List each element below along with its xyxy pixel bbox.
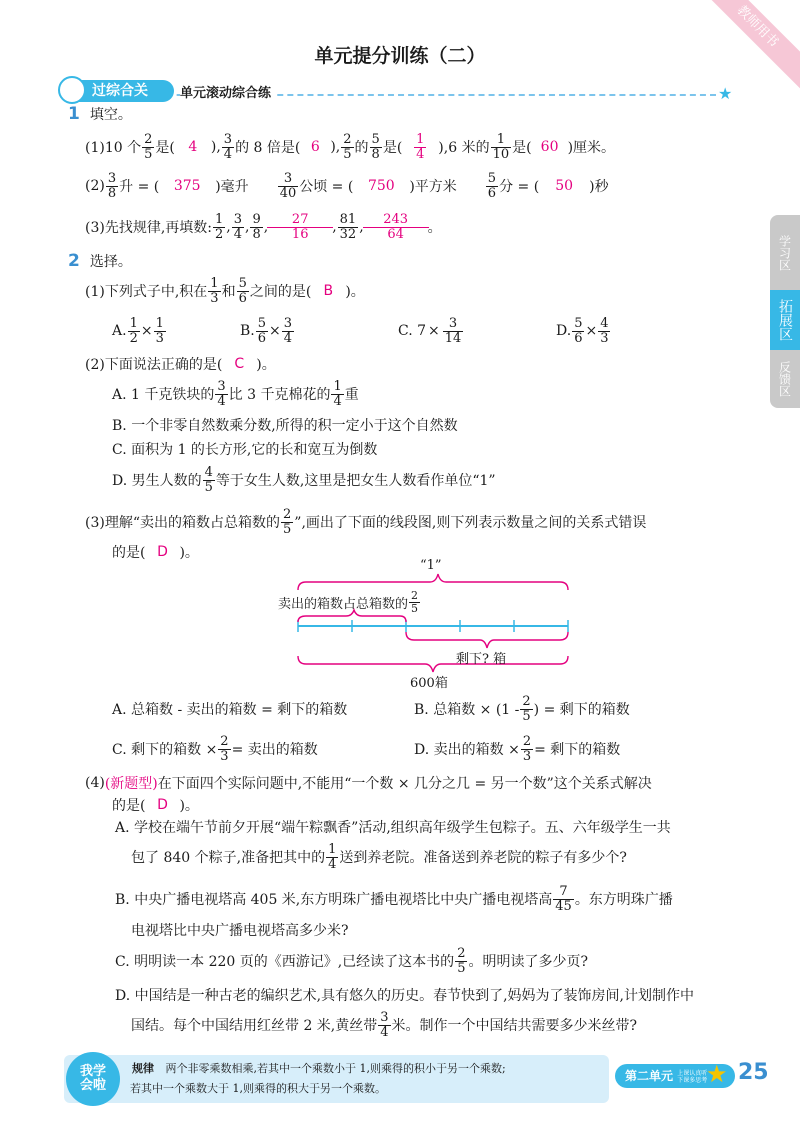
diagram-top-label: “1” — [420, 558, 442, 573]
question-label: 选择。 — [89, 254, 132, 270]
option-d[interactable]: D. $\frac{5}{6}$ × $\frac{4}{3}$ — [556, 315, 609, 346]
option-a[interactable]: A. 1 千克铁块的 $\frac{3}{4}$ 比 3 千克棉花的 $\frac{1}{4}$ 重 — [112, 378, 359, 409]
option-b[interactable]: B. 总箱数 × (1 - $\frac{2}{5}$ ) = 剩下的箱数 — [414, 693, 630, 724]
q2-sub3-options-ab — [112, 690, 630, 728]
answer-blank[interactable]: C — [234, 356, 245, 372]
option-b-line1[interactable]: B. 中央广播电视塔高 405 米,东方明珠广播电视塔比中央广播电视塔高 $\frac{7}{45}$ 。东方明珠广播 — [115, 883, 673, 914]
side-tab-study[interactable] — [770, 215, 800, 290]
answer-blank[interactable]: D — [157, 544, 168, 560]
q1-part2: (2) $\frac{3}{8}$ 升 = ( 375 )毫升 $\frac{3}{40}$ 公顷 = ( 750 )平方米 $\frac{5}{6}$ 分 = ( 50 )秒 — [85, 170, 609, 201]
answer-blank[interactable]: $\frac{243}{64}$ — [365, 213, 427, 241]
diagram-sold-label: 卖出的箱数占总箱数的 $\frac{2}{5}$ — [278, 589, 419, 615]
side-tab-feedback[interactable] — [770, 350, 800, 408]
question-number: 1 — [68, 104, 80, 124]
answer-blank[interactable]: 50 — [555, 178, 574, 194]
option-b[interactable]: B. 一个非零自然数乘分数,所得的积一定小于这个自然数 — [112, 418, 458, 434]
q2-sub4-line2: 的是( D )。 — [112, 797, 199, 814]
option-c[interactable]: C. 明明读一本 220 页的《西游记》,已经读了这本书的 $\frac{2}{5}$ 。明明读了多少页? — [115, 945, 588, 976]
option-c[interactable]: C. 7 × $\frac{3}{14}$ — [398, 315, 462, 346]
section-badge-text: 过综合关 — [92, 83, 148, 99]
footer-rule: 规律 两个非零乘数相乘,若其中一个乘数小于 1,则乘得的积小于另一个乘数; — [132, 1062, 506, 1075]
option-b-line2[interactable]: 电视塔比中央广播电视塔高多少米? — [131, 923, 349, 939]
option-d-line2[interactable]: 国结。每个中国结用红丝带 2 米,黄丝带 $\frac{3}{4}$ 米。制作一个中国结共需要多少米丝带? — [131, 1009, 638, 1040]
medal-icon — [58, 76, 86, 104]
answer-blank[interactable]: $\frac{1}{4}$ — [416, 131, 425, 162]
footer-bar — [0, 1050, 800, 1123]
answer-blank[interactable]: 60 — [540, 139, 559, 155]
question-1-header — [68, 103, 132, 125]
option-b[interactable]: B. $\frac{5}{6}$ × $\frac{3}{4}$ — [240, 315, 293, 346]
q2-sub2: (2)下面说法正确的是( C )。 — [85, 356, 276, 373]
section-subtitle: 单元滚动综合练 — [180, 82, 277, 101]
q1-part3: (3)先找规律,再填数: $\frac{1}{2}$ , $\frac{3}{4}$ , $\frac{9}{8}$ , $\frac{27}{16}$ , $\frac{81}{32}$ , $\frac{243}{64}$ 。 — [85, 211, 442, 242]
answer-blank[interactable]: D — [157, 797, 168, 813]
q2-sub1: (1)下列式子中,积在 $\frac{1}{3}$ 和 $\frac{5}{6}$ 之间的是( B )。 — [85, 275, 365, 306]
q2-sub3-line2: 的是( D )。 — [112, 544, 199, 561]
answer-blank[interactable]: B — [323, 283, 334, 299]
q2-sub3-options-cd — [112, 730, 620, 768]
option-a[interactable]: A. 总箱数 - 卖出的箱数 = 剩下的箱数 — [112, 702, 348, 718]
q2-sub3: (3)理解“卖出的箱数占总箱数的 $\frac{2}{5}$ ”,画出了下面的线段图,则下列表示数量之间的关系式错误 — [85, 506, 647, 537]
page-title: 单元提分训练（二） — [314, 45, 486, 67]
question-label: 填空。 — [89, 107, 132, 123]
side-tab-expand-label: 拓展区 — [777, 299, 793, 341]
q2-sub1-options — [112, 312, 611, 350]
footer-badge — [66, 1052, 120, 1106]
diagram-total-label: 600箱 — [410, 676, 448, 691]
answer-blank[interactable]: 375 — [173, 178, 201, 194]
footer-badge-text: 我学会啦 — [79, 1063, 106, 1093]
option-d[interactable]: D. 卖出的箱数 × $\frac{2}{3}$ = 剩下的箱数 — [414, 733, 621, 764]
question-2-header — [68, 250, 132, 272]
star-icon: ★ — [718, 84, 733, 103]
option-c[interactable]: C. 剩下的箱数 × $\frac{2}{3}$ = 卖出的箱数 — [112, 733, 318, 764]
side-tab-study-label: 学习区 — [777, 234, 792, 271]
answer-blank[interactable]: 6 — [310, 139, 320, 155]
diagram-remain-label: 剩下? 箱 — [456, 652, 507, 667]
footer-rule-line2: 若其中一个乘数大于 1,则乘得的积大于另一个乘数。 — [130, 1082, 386, 1095]
option-c[interactable]: C. 面积为 1 的长方形,它的长和宽互为倒数 — [112, 442, 378, 458]
remain-brace — [406, 632, 568, 648]
option-d-line1[interactable]: D. 中国结是一种古老的编织艺术,具有悠久的历史。春节快到了,妈妈为了装饰房间,计划制作中 — [115, 988, 694, 1004]
section-header — [62, 80, 734, 104]
segment-diagram — [270, 558, 580, 691]
answer-blank[interactable]: 750 — [367, 178, 395, 194]
total-brace — [298, 656, 568, 672]
star-mascot-icon: ★ — [706, 1060, 728, 1088]
side-tab-feedback-label: 反馈区 — [777, 361, 792, 397]
rule-label: 规律 — [132, 1062, 154, 1075]
answer-blank[interactable]: $\frac{27}{16}$ — [269, 213, 331, 241]
top-brace — [298, 574, 568, 590]
option-a[interactable]: A. $\frac{1}{2}$ × $\frac{1}{3}$ — [112, 315, 164, 346]
q2-sub4: (4) (新题型) 在下面四个实际问题中,不能用“一个数 × 几分之几 = 另一个数”这个关系式解决 — [85, 775, 652, 792]
question-number: 2 — [68, 251, 80, 271]
q1-part1: (1)10 个 $\frac{2}{5}$ 是( 4 ), $\frac{3}{4}$ 的 8 倍是( 6 ), $\frac{2}{5}$ 的 $\frac{5}{8}$ 是( $\frac{1}{4}$ ),6 米的 $\frac{1}{10}$ 是( 60 )厘米。 — [85, 131, 616, 162]
option-d[interactable]: D. 男生人数的 $\frac{4}{5}$ 等于女生人数,这里是把女生人数看作单位“1” — [112, 464, 496, 495]
side-tab-expand[interactable] — [770, 290, 800, 350]
new-type-tag: (新题型) — [104, 776, 158, 792]
corner-stamp-text: 教师用书 — [733, 2, 782, 51]
unit-label: 第二单元 上课认真听 下课多思考 — [615, 1064, 735, 1088]
page-number: 25 — [738, 1060, 769, 1085]
option-a-line1[interactable]: A. 学校在端午节前夕开展“端午粽飘香”活动,组织高年级学生包粽子。五、六年级学生一共 — [115, 820, 671, 836]
answer-blank[interactable]: 4 — [188, 139, 198, 155]
option-a-line2[interactable]: 包了 840 个粽子,准备把其中的 $\frac{1}{4}$ 送到养老院。准备送到养老院的粽子有多少个? — [131, 841, 627, 872]
